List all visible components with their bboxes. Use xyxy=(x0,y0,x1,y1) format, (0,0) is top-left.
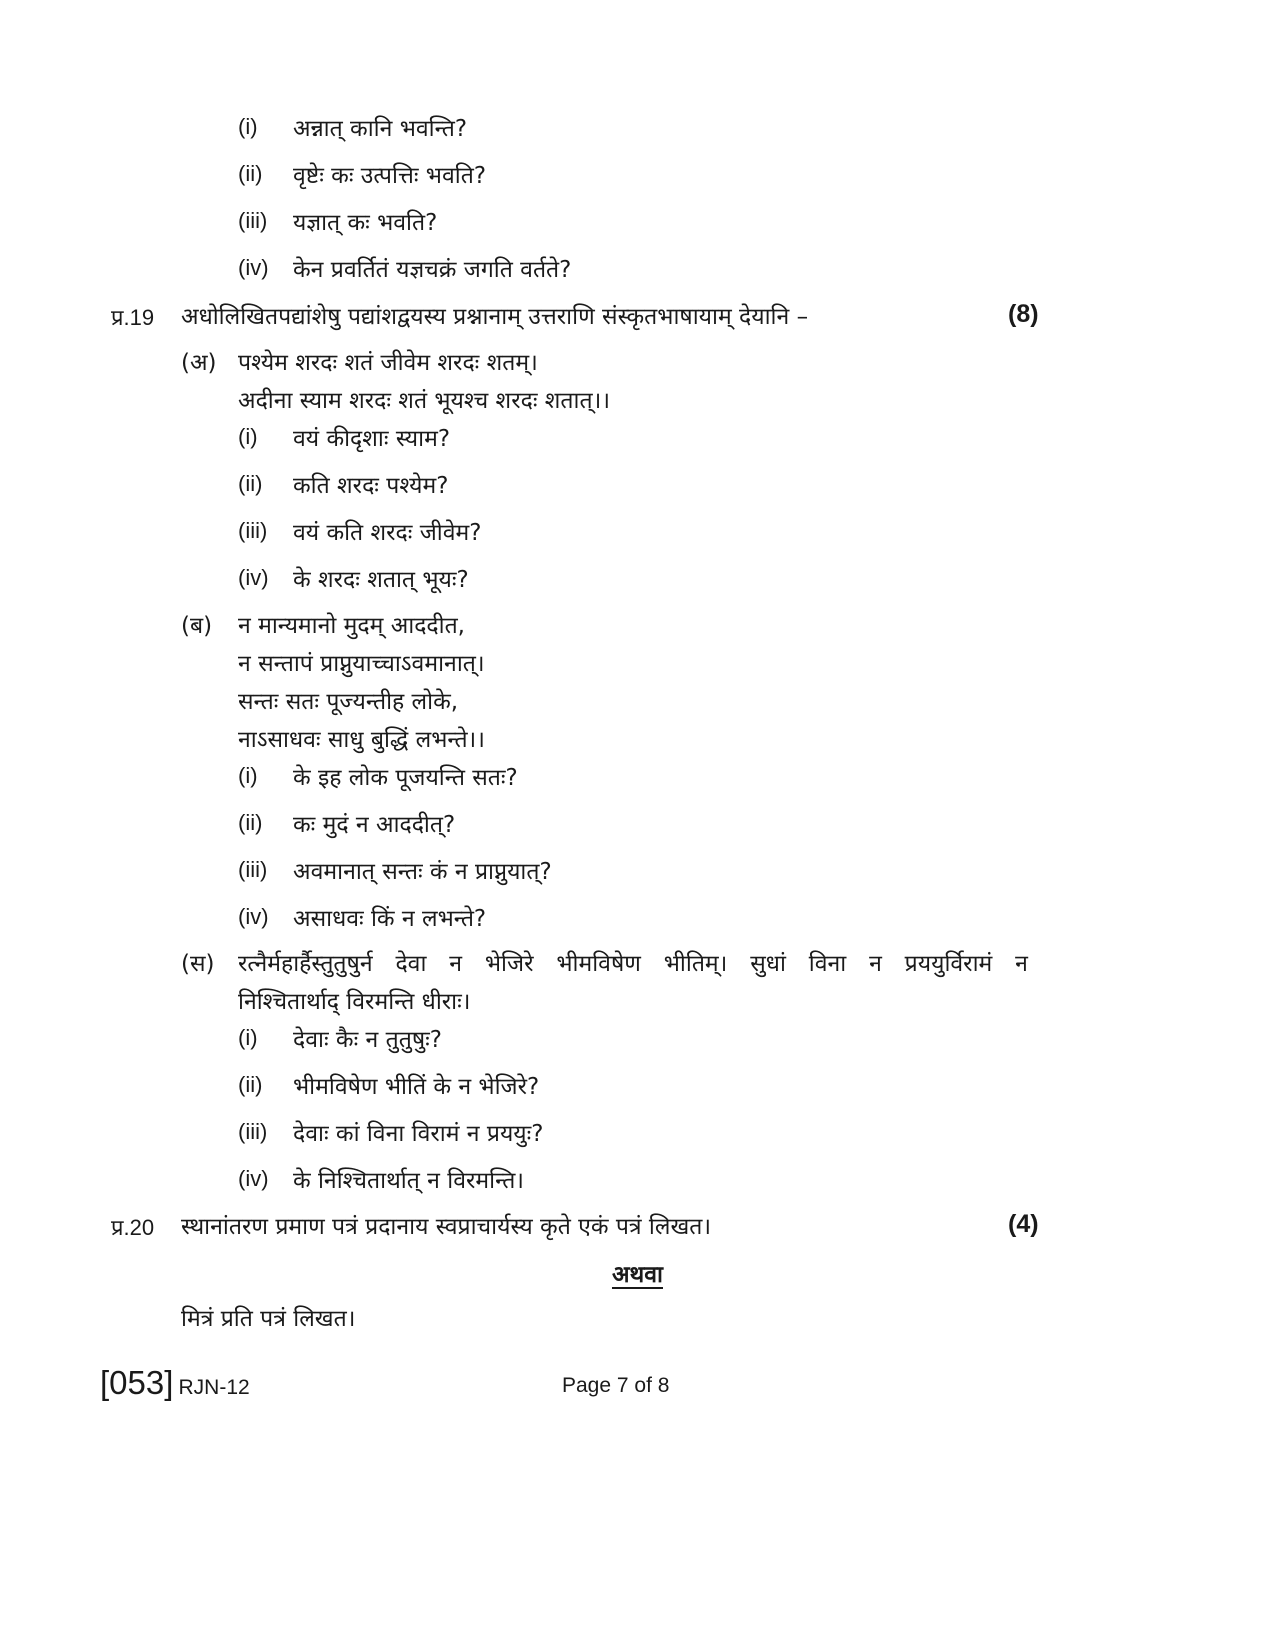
verse-line: न सन्तापं प्राप्नुयाच्चाऽवमानात्। xyxy=(238,651,485,677)
sub-question-label: (i) xyxy=(238,763,258,788)
verse-line: सन्तः सतः पूज्यन्तीह लोके, xyxy=(238,689,459,715)
verse-word: विना xyxy=(808,951,847,977)
q18-part-text: वृष्टेः कः उत्पत्तिः भवति? xyxy=(293,163,487,189)
question-number: प्र.19 xyxy=(111,305,155,330)
section-label: (ब) xyxy=(181,613,213,639)
or-heading-text: अथवा xyxy=(611,1262,663,1288)
verse-line: नाऽसाधवः साधु बुद्धिं लभन्ते।। xyxy=(238,727,485,753)
verse-line: निश्चितार्थाद् विरमन्ति धीराः। xyxy=(238,989,471,1015)
q18-part-text: यज्ञात् कः भवति? xyxy=(293,210,438,236)
sub-question-text: के निश्चितार्थात् न विरमन्ति। xyxy=(293,1168,525,1194)
verse-line: पश्येम शरदः शतं जीवेम शरदः शतम्। xyxy=(238,350,538,376)
sub-question-label: (ii) xyxy=(238,1072,263,1097)
q18-part-label: (i) xyxy=(238,114,258,139)
q18-part-text: अन्नात् कानि भवन्ति? xyxy=(293,116,468,142)
verse-word: देवा xyxy=(395,951,427,977)
sub-question-label: (ii) xyxy=(238,810,263,835)
q18-part-label: (iv) xyxy=(238,255,269,280)
sub-question-label: (iv) xyxy=(238,1166,269,1191)
verse-word: प्रययुर्विरामं xyxy=(904,951,993,977)
sub-question-text: देवाः कां विना विरामं न प्रययुः? xyxy=(293,1121,544,1147)
sub-question-label: (iii) xyxy=(238,1119,268,1144)
sub-question-label: (i) xyxy=(238,1025,258,1050)
question-marks: (8) xyxy=(1008,300,1039,328)
sub-question-text: वयं कीदृशाः स्याम? xyxy=(293,426,451,452)
paper-code: [053] xyxy=(100,1364,174,1401)
series-code: RJN-12 xyxy=(178,1376,250,1399)
question-text: अधोलिखितपद्यांशेषु पद्यांशद्वयस्य प्रश्नानाम् उत्तराणि संस्कृतभाषायाम् देयानि – xyxy=(181,304,809,330)
question-text: स्थानांतरण प्रमाण पत्रं प्रदानाय स्वप्राचार्यस्य कृते एकं पत्रं लिखत। xyxy=(181,1214,712,1240)
sub-question-text: देवाः कैः न तुतुषुः? xyxy=(293,1027,442,1053)
verse-word: रत्नैर्महार्हैस्तुतुषुर्न xyxy=(238,951,373,977)
q18-part-text: केन प्रवर्तितं यज्ञचक्रं जगति वर्तते? xyxy=(293,257,572,283)
q18-part-label: (ii) xyxy=(238,161,263,186)
sub-question-label: (iii) xyxy=(238,857,268,882)
verse-word: सुधां xyxy=(750,951,786,977)
verse-line xyxy=(238,946,1028,978)
question-number: प्र.20 xyxy=(111,1215,155,1240)
or-heading xyxy=(0,1257,1275,1289)
q18-part-label: (iii) xyxy=(238,208,268,233)
sub-question-label: (iv) xyxy=(238,565,269,590)
verse-line: अदीना स्याम शरदः शतं भूयश्च शरदः शतात्।। xyxy=(238,388,611,414)
sub-question-text: अवमानात् सन्तः कं न प्राप्नुयात्? xyxy=(293,859,552,885)
sub-question-text: कति शरदः पश्येम? xyxy=(293,473,449,499)
sub-question-label: (ii) xyxy=(238,471,263,496)
page-number: Page 7 of 8 xyxy=(562,1374,670,1397)
sub-question-text: भीमविषेण भीतिं के न भेजिरे? xyxy=(293,1074,540,1100)
verse-line: न मान्यमानो मुदम् आददीत, xyxy=(238,613,465,639)
sub-question-text: के शरदः शतात् भूयः? xyxy=(293,567,469,593)
sub-question-label: (iii) xyxy=(238,518,268,543)
verse-word: न xyxy=(869,951,882,977)
footer-code-block xyxy=(100,1364,250,1402)
section-label: (स) xyxy=(181,951,215,977)
verse-word: भीमविषेण xyxy=(556,951,641,977)
sub-question-text: वयं कति शरदः जीवेम? xyxy=(293,520,482,546)
question-marks: (4) xyxy=(1008,1210,1039,1238)
alternative-question: मित्रं प्रति पत्रं लिखत। xyxy=(181,1306,356,1332)
sub-question-text: असाधवः किं न लभन्ते? xyxy=(293,906,487,932)
verse-word: भीतिम्। xyxy=(663,951,728,977)
verse-word: न xyxy=(1015,951,1028,977)
sub-question-label: (iv) xyxy=(238,904,269,929)
sub-question-text: कः मुदं न आददीत्? xyxy=(293,812,456,838)
verse-word: न xyxy=(449,951,463,977)
sub-question-label: (i) xyxy=(238,424,258,449)
sub-question-text: के इह लोक पूजयन्ति सतः? xyxy=(293,765,518,791)
section-label: (अ) xyxy=(181,350,217,376)
verse-word: भेजिरे xyxy=(484,951,534,977)
